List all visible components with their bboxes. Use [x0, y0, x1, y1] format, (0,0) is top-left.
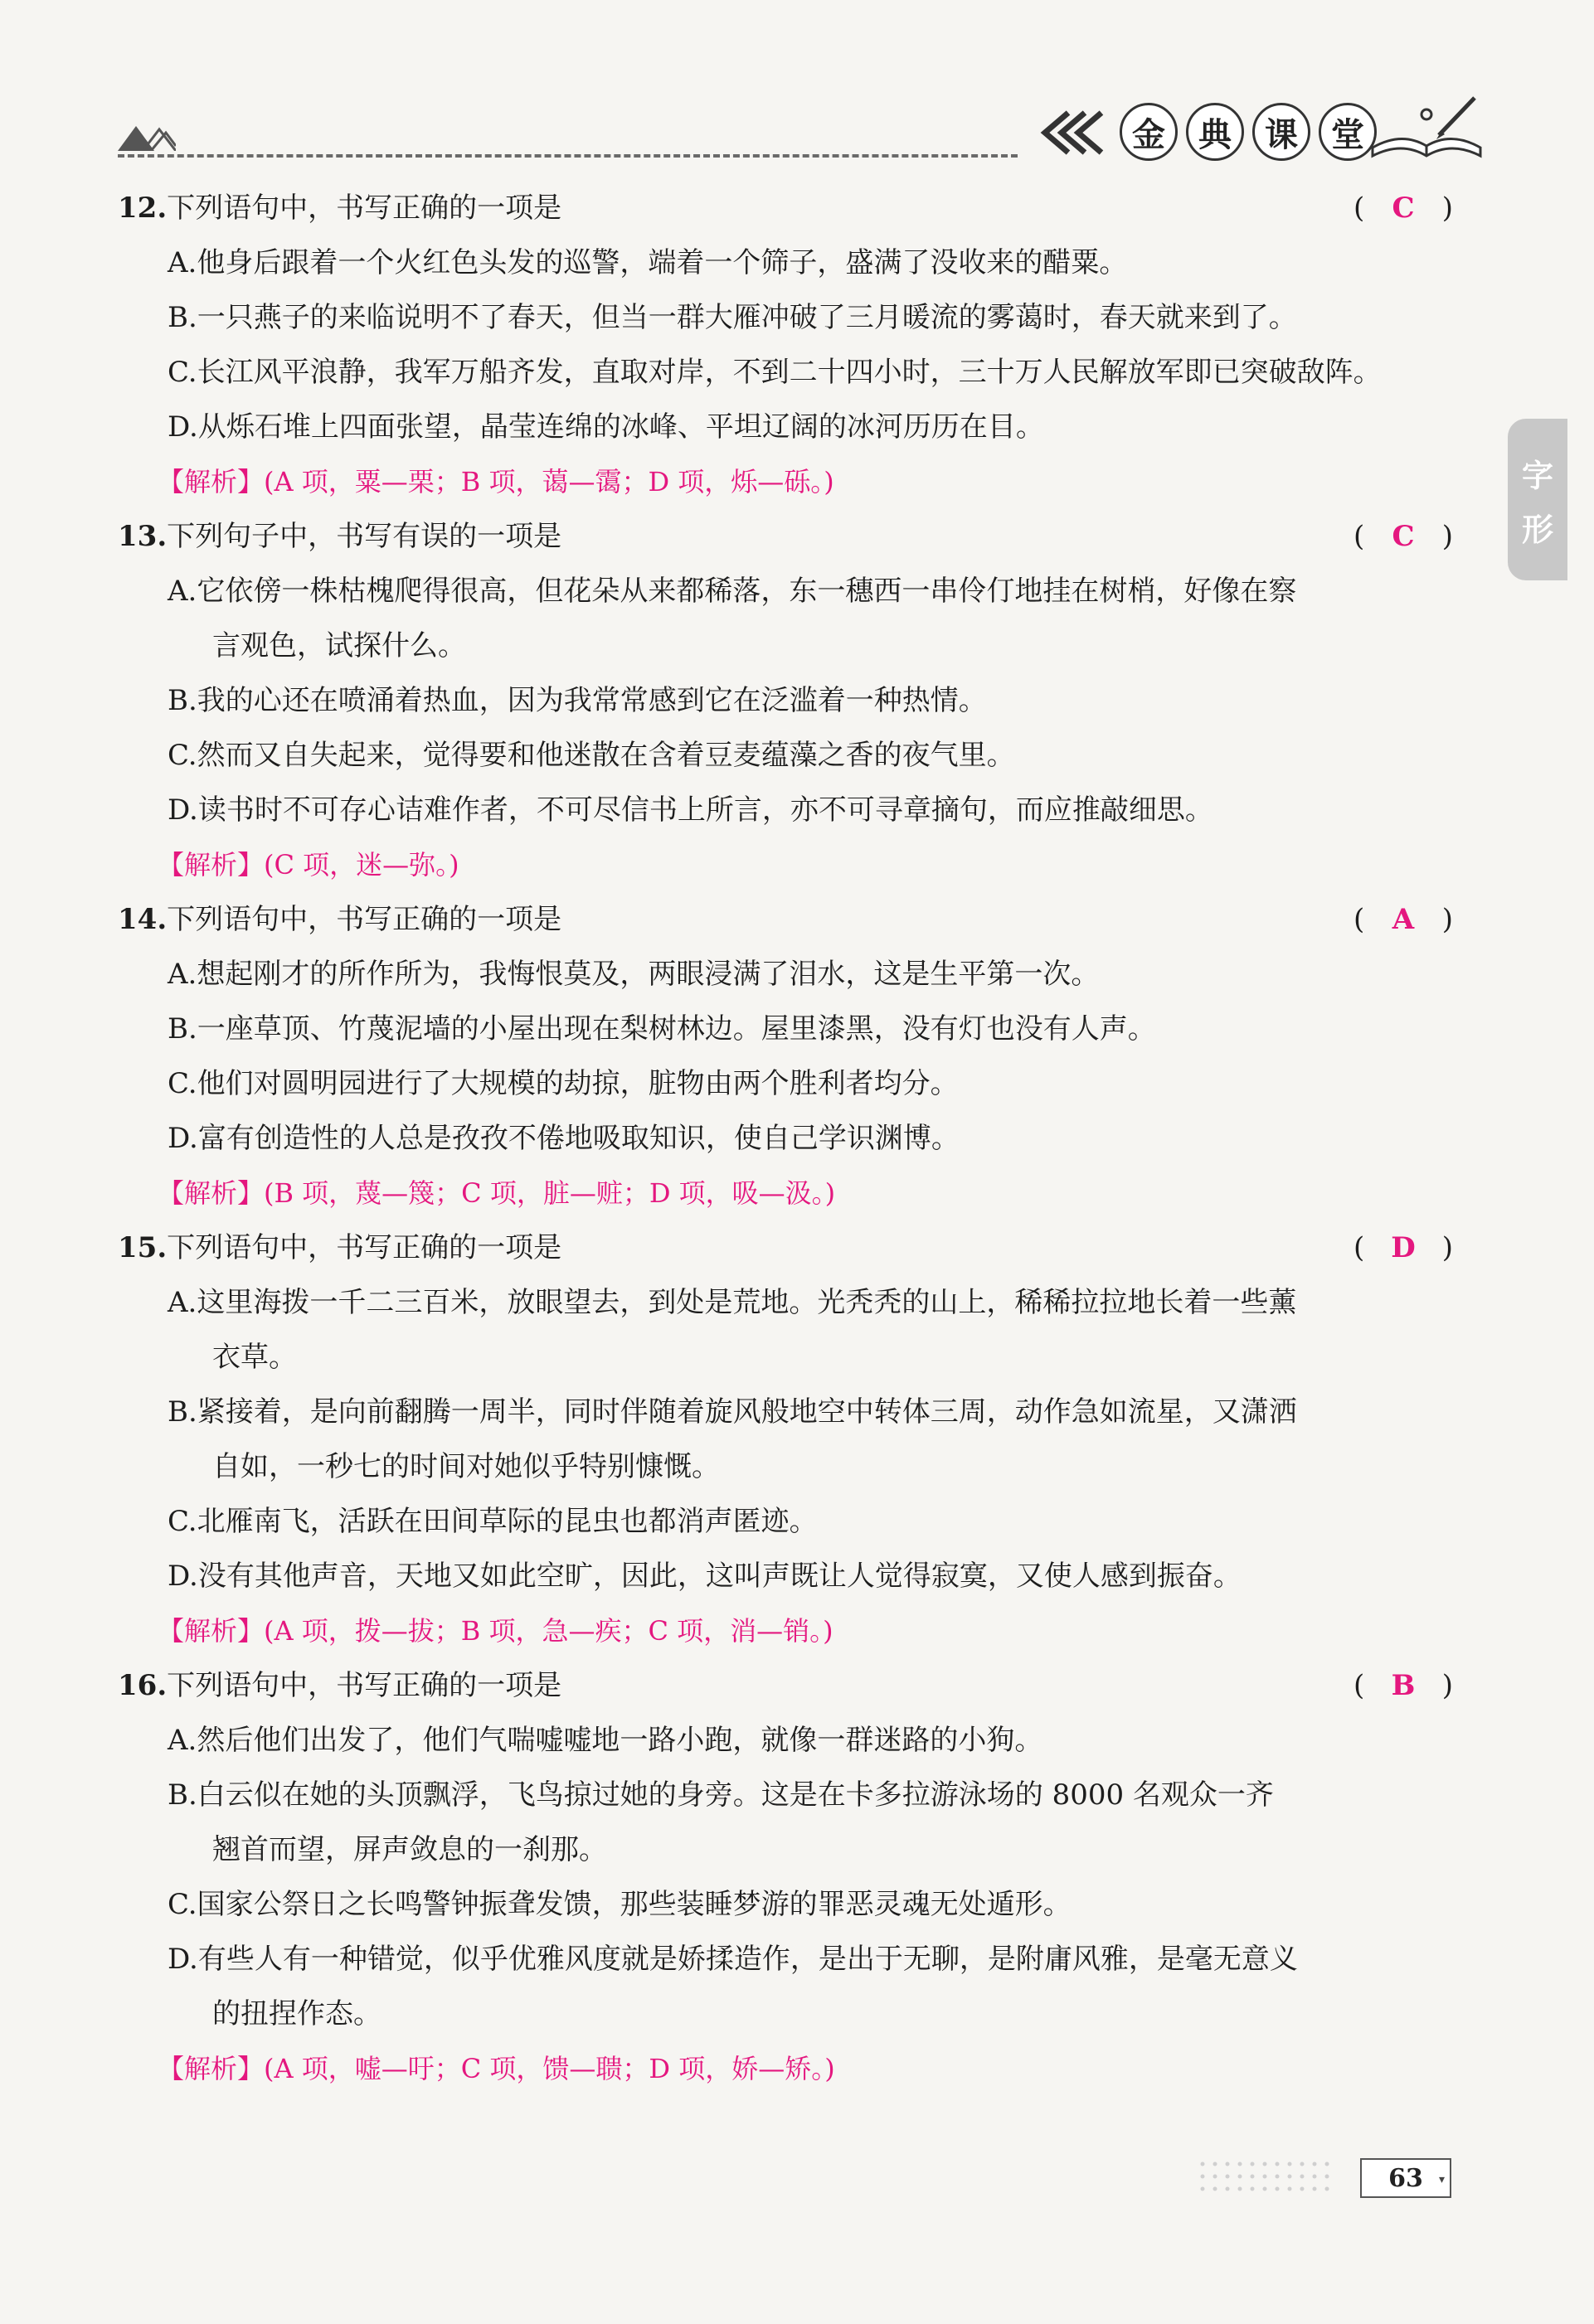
question-15 [118, 1220, 1453, 1658]
answer-letter: B [1391, 1669, 1416, 1702]
answer-letter: C [1392, 520, 1415, 553]
option-d: D.读书时不可存心诘难作者，不可尽信书上所言，亦不可寻章摘句，而应推敲细思。 [168, 793, 1213, 827]
option-a: A.它依傍一株枯槐爬得很高，但花朵从来都稀落，东一穗西一串伶仃地挂在树梢，好像在察 言观色，试探什么。 [168, 564, 1453, 673]
option-text: 我的心还在喷涌着热血，因为我常常感到它在泛滥着一种热情。 [197, 684, 987, 717]
option-text: 北雁南飞，活跃在田间草际的昆虫也都消声匿迹。 [197, 1505, 818, 1538]
question-stem: 下列语句中，书写正确的一项是 [167, 903, 562, 936]
side-tab-char: 字 [1521, 457, 1553, 494]
option-text: 想起刚才的所作所为，我悔恨莫及，两眼浸满了泪水，这是生平第一次。 [197, 958, 1100, 991]
answer-bracket: ( D ) [1353, 1220, 1453, 1275]
answer-bracket: ( C ) [1353, 509, 1453, 564]
question-number: 16. [118, 1669, 168, 1702]
option-b: B.一只燕子的来临说明不了春天，但当一群大雁冲破了三月暖流的雾蔼时，春天就来到了。 [168, 301, 1297, 334]
question-list [118, 181, 1453, 2096]
option-text-continued: 翘首而望，屏声敛息的一刹那。 [212, 1833, 607, 1866]
option-text: 从烁石堆上四面张望，晶莹连绵的冰峰、平坦辽阔的冰河历历在目。 [197, 410, 1044, 444]
option-a: A.这里海拨一千二三百米，放眼望去，到处是荒地。光秃秃的山上，稀稀拉拉地长着一些薰 衣草。 [168, 1275, 1453, 1385]
question-header [118, 1220, 1453, 1275]
option-a: A.想起刚才的所作所为，我悔恨莫及，两眼浸满了泪水，这是生平第一次。 [168, 958, 1100, 991]
option-text: 然而又自失起来，觉得要和他迷散在含着豆麦蕴藻之香的夜气里。 [197, 739, 1015, 772]
option-d: D.有些人有一种错觉，似乎优雅风度就是娇揉造作，是出于无聊，是附庸风雅，是毫无意义 的扭捏作态。 [168, 1932, 1453, 2041]
header-chevrons-icon [1035, 109, 1110, 156]
page-number: 63 [1388, 2163, 1423, 2193]
question-12 [118, 181, 1453, 509]
caret-down-icon: ▾ [1438, 2173, 1445, 2186]
footer-dot-pattern [1194, 2156, 1335, 2197]
brand-title [1120, 103, 1377, 161]
question-header [118, 181, 1453, 235]
page-number-box [1360, 2158, 1451, 2198]
option-text: 这里海拨一千二三百米，放眼望去，到处是荒地。光秃秃的山上，稀稀拉拉地长着一些薰 [197, 1286, 1297, 1319]
question-header [118, 509, 1453, 564]
option-text: 长江风平浪静，我军万船齐发，直取对岸，不到二十四小时，三十万人民解放军即已突破敌阵。 [197, 356, 1382, 389]
option-d: D.从烁石堆上四面张望，晶莹连绵的冰峰、平坦辽阔的冰河历历在目。 [168, 410, 1044, 444]
option-c: C.长江风平浪静，我军万船齐发，直取对岸，不到二十四小时，三十万人民解放军即已突破敌阵。 [168, 356, 1382, 389]
option-text-continued: 自如，一秒七的时间对她似乎特别慷慨。 [212, 1450, 720, 1483]
side-section-tab [1508, 419, 1567, 580]
option-text: 没有其他声音，天地又如此空旷，因此，这叫声既让人觉得寂寞，又使人感到振奋。 [197, 1560, 1242, 1593]
question-number: 15. [118, 1231, 168, 1264]
question-number: 14. [118, 903, 168, 936]
answer-letter: C [1392, 192, 1415, 225]
option-c: C.然而又自失起来，觉得要和他迷散在含着豆麦蕴藻之香的夜气里。 [168, 739, 1015, 772]
option-text: 它依傍一株枯槐爬得很高，但花朵从来都稀落，东一穗西一串伶仃地挂在树梢，好像在察 [197, 575, 1297, 608]
question-stem: 下列语句中，书写正确的一项是 [167, 1231, 562, 1264]
option-a: A.然后他们出发了，他们气喘嘘嘘地一路小跑，就像一群迷路的小狗。 [168, 1724, 1043, 1757]
analysis-note: 【解析】(B 项，蔑—篾；C 项，脏—赃；D 项，吸—汲。) [158, 1177, 836, 1209]
question-number: 13. [118, 520, 168, 553]
analysis-note: 【解析】(A 项，粟—栗；B 项，蔼—霭；D 项，烁—砾。) [158, 466, 834, 497]
option-text: 一只燕子的来临说明不了春天，但当一群大雁冲破了三月暖流的雾蔼时，春天就来到了。 [197, 301, 1297, 334]
question-header [118, 1658, 1453, 1713]
analysis-note: 【解析】(A 项，拨—拔；B 项，急—疾；C 项，消—销。) [158, 1615, 833, 1647]
option-a: A.他身后跟着一个火红色头发的巡警，端着一个筛子，盛满了没收来的醋粟。 [168, 246, 1128, 279]
option-c: C.北雁南飞，活跃在田间草际的昆虫也都消声匿迹。 [168, 1505, 818, 1538]
option-c: C.国家公祭日之长鸣警钟振聋发馈，那些装睡梦游的罪恶灵魂无处遁形。 [168, 1888, 1072, 1921]
question-stem: 下列语句中，书写正确的一项是 [167, 1669, 562, 1702]
option-text: 一座草顶、竹蔑泥墙的小屋出现在梨树林边。屋里漆黑，没有灯也没有人声。 [197, 1012, 1156, 1046]
question-number: 12. [118, 192, 168, 225]
option-c: C.他们对圆明园进行了大规模的劫掠，脏物由两个胜利者均分。 [168, 1067, 959, 1100]
header-triangles-icon [118, 123, 176, 151]
option-b: B.白云似在她的头顶飘浮，飞鸟掠过她的身旁。这是在卡多拉游泳场的 8000 名观众一齐 翘首而望，屏声敛息的一刹那。 [168, 1768, 1453, 1877]
option-text: 然后他们出发了，他们气喘嘘嘘地一路小跑，就像一群迷路的小狗。 [197, 1724, 1043, 1757]
option-text: 有些人有一种错觉，似乎优雅风度就是娇揉造作，是出于无聊，是附庸风雅，是毫无意义 [197, 1943, 1298, 1976]
brand-char: 金 [1120, 103, 1178, 161]
question-header [118, 892, 1453, 947]
analysis-note: 【解析】(C 项，迷—弥。) [158, 849, 459, 881]
option-text: 国家公祭日之长鸣警钟振聋发馈，那些装睡梦游的罪恶灵魂无处遁形。 [197, 1888, 1072, 1921]
option-text: 白云似在她的头顶飘浮，飞鸟掠过她的身旁。这是在卡多拉游泳场的 8000 名观众一齐 [197, 1778, 1274, 1812]
option-text-continued: 衣草。 [212, 1341, 297, 1374]
question-stem: 下列语句中，书写正确的一项是 [167, 192, 562, 225]
question-stem: 下列句子中，书写有误的一项是 [167, 520, 562, 553]
brand-char: 课 [1252, 103, 1310, 161]
option-d: D.没有其他声音，天地又如此空旷，因此，这叫声既让人觉得寂寞，又使人感到振奋。 [168, 1560, 1242, 1593]
analysis-note: 【解析】(A 项，嘘—吁；C 项，馈—聩；D 项，娇—矫。) [158, 2053, 835, 2084]
option-text-continued: 的扭捏作态。 [212, 1997, 381, 2030]
header-dashed-line [118, 154, 1018, 158]
option-text: 他身后跟着一个火红色头发的巡警，端着一个筛子，盛满了没收来的醋粟。 [197, 246, 1128, 279]
option-text: 富有创造性的人总是孜孜不倦地吸取知识，使自己学识渊博。 [197, 1122, 960, 1155]
option-b: B.一座草顶、竹蔑泥墙的小屋出现在梨树林边。屋里漆黑，没有灯也没有人声。 [168, 1012, 1156, 1046]
option-b: B.我的心还在喷涌着热血，因为我常常感到它在泛滥着一种热情。 [168, 684, 987, 717]
question-13 [118, 509, 1453, 892]
option-text: 紧接着，是向前翻腾一周半，同时伴随着旋风般地空中转体三周，动作急如流星，又潇洒 [197, 1395, 1297, 1429]
option-text: 读书时不可存心诘难作者，不可尽信书上所言，亦不可寻章摘句，而应推敲细思。 [197, 793, 1213, 827]
option-d: D.富有创造性的人总是孜孜不倦地吸取知识，使自己学识渊博。 [168, 1122, 960, 1155]
answer-letter: A [1392, 903, 1415, 936]
option-text-continued: 言观色，试探什么。 [212, 629, 466, 662]
question-16 [118, 1658, 1453, 2096]
side-tab-char: 形 [1521, 511, 1553, 548]
option-text: 他们对圆明园进行了大规模的劫掠，脏物由两个胜利者均分。 [197, 1067, 959, 1100]
open-book-pen-icon [1368, 90, 1485, 164]
answer-bracket: ( A ) [1353, 892, 1453, 947]
brand-char: 典 [1186, 103, 1244, 161]
brand-char: 堂 [1319, 103, 1377, 161]
answer-bracket: ( B ) [1353, 1658, 1453, 1713]
answer-bracket: ( C ) [1353, 181, 1453, 235]
question-14 [118, 892, 1453, 1220]
option-b: B.紧接着，是向前翻腾一周半，同时伴随着旋风般地空中转体三周，动作急如流星，又潇洒 自如，一秒七的时间对她似乎特别慷慨。 [168, 1385, 1453, 1494]
answer-letter: D [1391, 1231, 1416, 1264]
